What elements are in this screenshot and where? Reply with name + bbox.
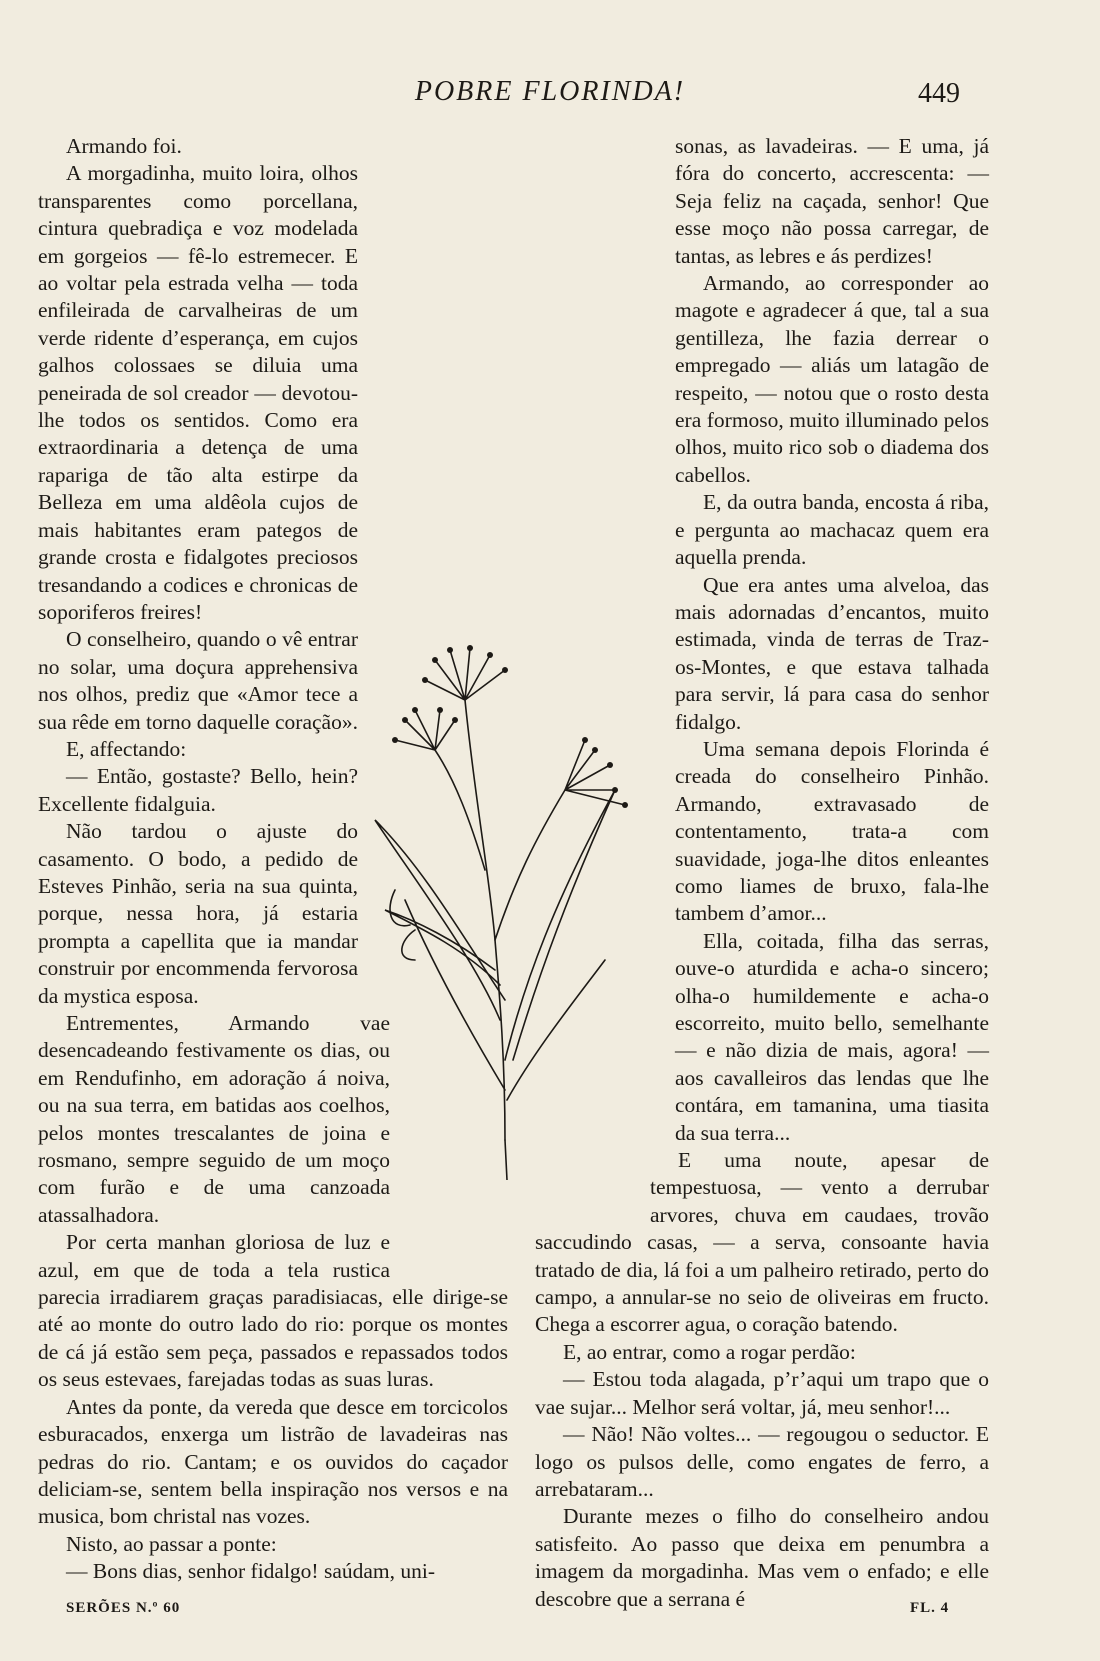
footer-signature: SERÕES N.º 60: [66, 1600, 181, 1616]
paragraph: — Não! Não voltes... — regougou o seductor. E logo os pulsos delle, como engates de ferro, a arrebataram...: [535, 1422, 989, 1501]
paragraph: Uma semana depois Florinda é creada do conselheiro Pinhão. Armando, extravasado de contentamento, trata-a com suavidade, joga-lhe ditos enleantes como liames de bruxo, fala-lhe tambem d’amor...: [675, 736, 989, 926]
paragraph: Entrementes, Armando vae desencadeando festivamente os dias, ou em Rendufinho, em adoração á noiva, ou na sua terra, em batidas aos coelhos, pelos montes trescalantes de joina e rosmano, sempre seguido de um moço com furão e de uma canzoada atassalhadora.: [38, 1011, 390, 1227]
running-title: POBRE FLORINDA!: [414, 76, 686, 107]
paragraph: A morgadinha, muito loira, olhos transparentes como porcellana, cintura quebradiça e voz modelada em gorgeios — fê-lo estremecer. E ao voltar pela estrada velha — toda enfileirada de carvalheiras de um verde ridente d’esperança, em cujos galhos colossaes se diluia uma peneirada de sol creador — devotou-lhe todos os sentidos. Como era extraordinaria a detença de uma rapariga de tão alta estirpe da Belleza em uma aldêola cujos de mais habitantes eram pategos de grande crosta e fidalgotes preciosos tresandando a codices e chronicas de soporiferos freires!: [38, 161, 358, 624]
paragraph: sonas, as lavadeiras. — E uma, já fóra do concerto, accrescenta: — Seja feliz na caçada, senhor! Que esse moço não possa carregar, de tantas, as lebres e ás perdizes!: [675, 134, 989, 268]
paragraph: — Então, gostaste? Bello, hein? Excellente fidalguia.: [38, 764, 358, 816]
paragraph: E, affectando:: [66, 736, 187, 761]
footer-sheet-mark: FL. 4: [910, 1600, 950, 1616]
paragraph: Nisto, ao passar a ponte:: [66, 1531, 277, 1556]
paragraph: Ella, coitada, filha das serras, ouve-o aturdida e acha-o sincero; olha-o humildemente e acha-o escorreito, muito bello, semelhante — e não dizia de mais, agora! — aos cavalleiros das lendas que lhe contára, em tamanina, uma tiasita da sua terra...: [675, 928, 989, 1145]
paragraph: Por certa manhan gloriosa de luz e azul, em que de toda a tela rustica parecia irradiarem graças paradisiacas, elle dirige-se até ao monte do outro lado do rio: porque os montes de cá já estão sem peça, passados e repassados todos os seus estevaes, farejadas todas as suas luras.: [38, 1230, 508, 1392]
paragraph: Armando foi.: [66, 134, 182, 158]
paragraph: E, da outra banda, encosta á riba, e pergunta ao machacaz quem era aquella prenda.: [675, 490, 989, 570]
paragraph: — Bons dias, senhor fidalgo! saúdam, uni-: [66, 1559, 436, 1584]
flower-illustration: [355, 640, 675, 1180]
paragraph: Durante mezes o filho do conselheiro andou satisfeito. Ao passo que deixa em penumbra a imagem da morgadinha. Mas vem o enfado; e elle descobre que a serrana é: [535, 1504, 989, 1611]
paragraph: Antes da ponte, da vereda que desce em torcicolos esburacados, enxerga um listrão de lavadeiras nas pedras do rio. Cantam; e os ouvidos do caçador deliciam-se, sentem bella inspiração nos versos e na musica, bom christal nas vozes.: [38, 1394, 508, 1529]
paragraph: Não tardou o ajuste do casamento. O bodo, a pedido de Esteves Pinhão, seria na sua quinta, porque, nessa hora, já estaria prompta a capellita que ia mandar construir por encommenda fervorosa da mystica esposa.: [38, 819, 358, 1008]
paragraph: E uma noute, apesar de tempestuosa, — vento a derrubar arvores, chuva em caudaes, trovão saccudindo casas, — a serva, consoante havia tratado de dia, lá foi a um palheiro retirado, perto do campo, a annular-se no seio de oliveiras em fructo. Chega a escorrer agua, o coração batendo.: [535, 1148, 989, 1337]
paragraph: E, ao entrar, como a rogar perdão:: [563, 1339, 856, 1364]
paragraph: Armando, ao corresponder ao magote e agradecer á que, tal a sua gentilleza, lhe fazia derrear o empregado — aliás um latagão de respeito, — notou que o rosto desta era formoso, muito illuminado pelos olhos, muito rico sob o diadema dos cabellos.: [675, 271, 989, 487]
paragraph: — Estou toda alagada, p’r’aqui um trapo que o vae sujar... Melhor será voltar, já, meu senhor!...: [535, 1367, 989, 1419]
paragraph: Que era antes uma alveloa, das mais adornadas d’encantos, muito estimada, vinda de terras de Traz-os-Montes, e que estava talhada para servir, lá para casa do senhor fidalgo.: [675, 572, 989, 734]
paragraph: O conselheiro, quando o vê entrar no solar, uma doçura apprehensiva nos olhos, prediz que «Amor tece a sua rêde em torno daquelle coração».: [38, 627, 358, 734]
page-number: 449: [918, 78, 960, 109]
